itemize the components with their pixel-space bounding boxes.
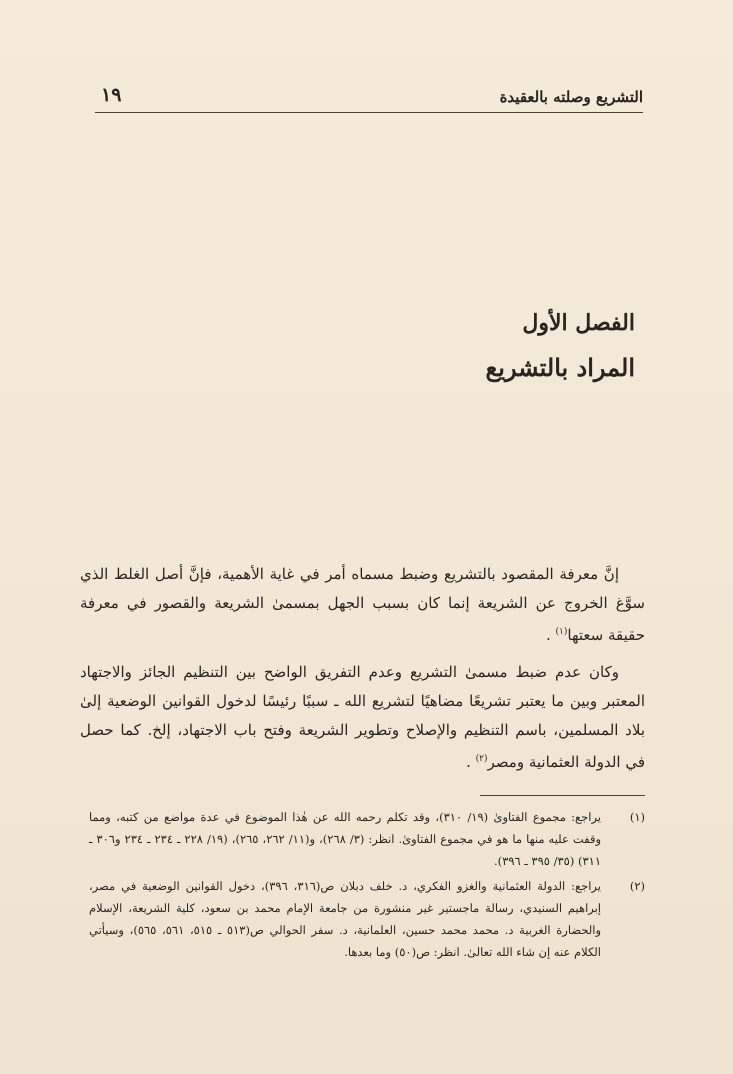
footnote-ref: (١) (555, 627, 568, 637)
paragraph-text: إنَّ معرفة المقصود بالتشريع وضبط مسماه أمر في غاية الأهمية، فإنَّ أصل الغلط الذي سوَّغ الخروج عن الشريعة إنما كان بسبب الجهل بمسمىٰ الشريعة والقصور في معرفة حقيقة سعتها (80, 565, 645, 644)
footnote-number: (٢) (629, 879, 645, 893)
page-number: ١٩ (101, 84, 122, 106)
page-header (95, 84, 643, 113)
footnote (89, 875, 645, 963)
footnote-text: يراجع: الدولة العثمانية والغزو الفكري، د. خلف دبلان ص(٣١٦، ٣٩٦)، دخول القوانين الوضعية في مصر، إبراهيم السنيدي، رسالة ماجستير غير منشورة من جامعة الإمام محمد بن سعود، كلية الشريعة، الإسلام والحضارة الغربية د. محمد محمد حسين، العلمانية، د. سفر الحوالي ص(٥١٣ ـ ٥١٥، ٥٦١، ٥٦٥)، وسيأتي الكلام عنه إن شاء الله تعالىٰ. انظر: ص(٥٠) وما بعدها. (89, 879, 601, 959)
body-text (80, 560, 645, 785)
paragraph (80, 560, 645, 650)
chapter-title: المراد بالتشريع (485, 353, 635, 382)
footnote-number: (١) (629, 810, 645, 824)
footnotes (89, 806, 645, 966)
footnote-separator (480, 795, 645, 796)
running-head: التشريع وصلته بالعقيدة (499, 88, 643, 106)
chapter-label: الفصل الأول (522, 310, 635, 336)
footnote-ref: (٢) (475, 754, 488, 764)
paragraph (80, 658, 645, 777)
footnote-text: يراجع: مجموع الفتاوىٰ (١٩/ ٣١٠)، وقد تكلم رحمه الله عن هٰذا الموضوع في عدة مواضع من كتبه، ومما وقفت عليه منها ما هو في مجموع الفتاوىٰ. انظر: (٣/ ٢٦٨)، و(١١/ ٢٦٢، ٢٦٥)، (١٩/ ٢٢٨ ـ ٢٣٤ ـ ٢٣٤ و٣٠٦ ـ ٣١١) (٣٥/ ٣٩٥ ـ ٣٩٦). (89, 810, 602, 868)
paragraph-text: وكان عدم ضبط مسمىٰ التشريع وعدم التفريق الواضح بين التنظيم الجائز والاجتهاد المعتبر وبين ما يعتبر تشريعًا مضاهيًا لتشريع الله ـ سببًا رئيسًا لدخول القوانين الوضعية إلىٰ بلاد المسلمين، باسم التنظيم والإصلاح وتطوير الشريعة وفتح باب الاجتهاد، إلخ. كما حصل في الدولة العثمانية ومصر (80, 663, 645, 771)
paragraph-end: . (466, 753, 476, 771)
footnote (89, 806, 645, 872)
paragraph-end: . (545, 626, 556, 644)
